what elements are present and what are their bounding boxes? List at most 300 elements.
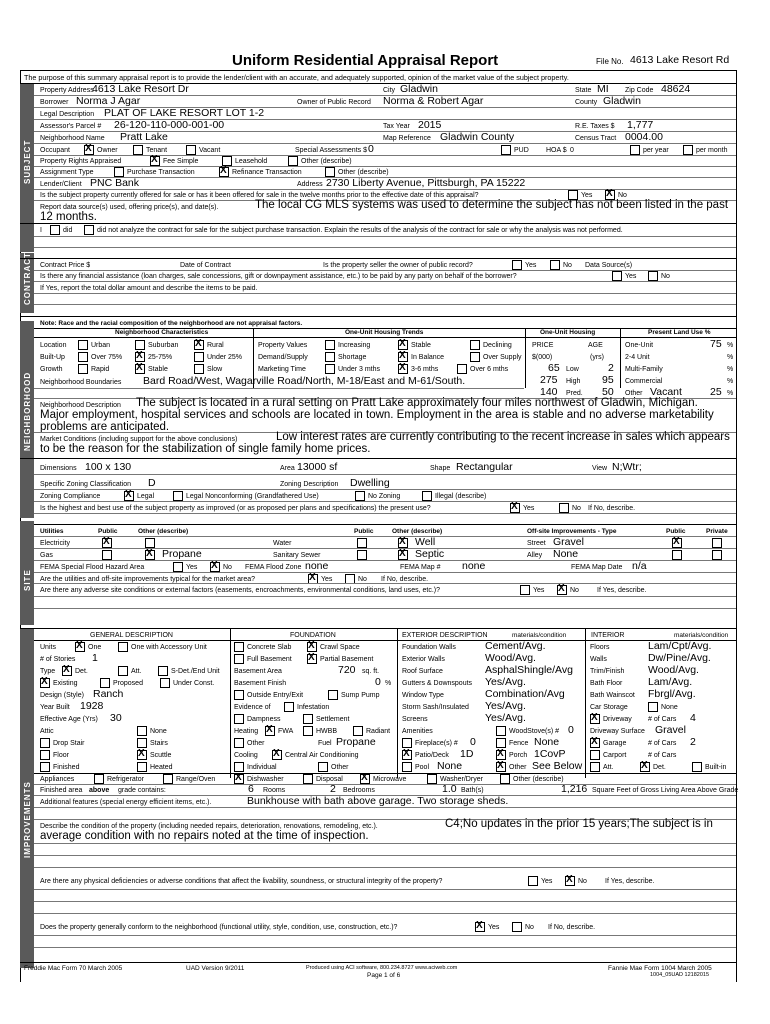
contract-data-source-label: Data Source(s) xyxy=(585,262,633,269)
street-label: Street xyxy=(527,540,546,547)
refinance-label: Refinance Transaction xyxy=(232,169,302,176)
adverse-no-label: No xyxy=(570,587,579,594)
garage-cars: 2 xyxy=(690,736,696,748)
no-zoning-checkbox[interactable] xyxy=(355,491,365,501)
units-one-checkbox[interactable] xyxy=(75,642,85,652)
zoning-illegal-checkbox[interactable] xyxy=(422,491,432,501)
typical-if-no: If No, describe. xyxy=(381,576,429,583)
assignment-label: Assignment Type xyxy=(40,169,94,176)
defic-no-label: No xyxy=(578,878,587,885)
water-public-checkbox[interactable] xyxy=(357,538,367,548)
found-walls: Cement/Avg. xyxy=(485,640,546,652)
water-label: Water xyxy=(273,540,292,547)
location-label: Location xyxy=(40,342,67,349)
underconst-checkbox[interactable] xyxy=(160,678,170,688)
seller-owner-question: Is the property seller the owner of public record? xyxy=(323,262,473,269)
type-label: Type xyxy=(40,668,56,675)
stairs-label: Stairs xyxy=(150,740,168,747)
gutters-label: Gutters & Downspouts xyxy=(402,680,473,687)
lender-label: Lender/Client xyxy=(40,181,82,188)
boundaries-label: Neighborhood Boundaries xyxy=(40,379,122,386)
marketing-time-label: Marketing Time xyxy=(258,366,306,373)
heating-label: Heating xyxy=(234,728,259,735)
declining-checkbox[interactable] xyxy=(470,340,480,350)
garage-det-label: Det. xyxy=(653,764,666,771)
rapid-checkbox[interactable] xyxy=(78,364,88,374)
electricity-public-checkbox[interactable] xyxy=(102,538,112,548)
conform-if-no: If No, describe. xyxy=(548,924,596,931)
hbu-if-no: If No, describe. xyxy=(588,505,636,512)
fireplace-label: Fireplace(s) # xyxy=(415,740,458,747)
heated-checkbox[interactable] xyxy=(137,762,147,772)
partial-basement-checkbox[interactable] xyxy=(307,654,317,664)
builtin-checkbox[interactable] xyxy=(692,762,702,772)
existing-checkbox[interactable] xyxy=(40,678,50,688)
amen-other-label: Other xyxy=(509,764,527,771)
borrower: Norma J Agar xyxy=(76,95,141,107)
gas-public-checkbox[interactable] xyxy=(102,550,112,560)
pred-label: Pred. xyxy=(566,390,583,397)
electricity-label: Electricity xyxy=(40,540,70,547)
file-no: 4613 Lake Resort Rd xyxy=(630,54,730,66)
one-unit-housing-header: One-Unit Housing xyxy=(540,329,596,336)
defic-if-yes: If Yes, describe. xyxy=(605,878,655,885)
under25-checkbox[interactable] xyxy=(194,352,204,362)
porch-checkbox[interactable] xyxy=(496,750,506,760)
refrigerator-checkbox[interactable] xyxy=(94,774,104,784)
defic-no-checkbox[interactable] xyxy=(565,876,575,886)
data-source-line-2: 12 months. xyxy=(40,211,97,223)
floors-label: Floors xyxy=(590,644,610,651)
hwbb-checkbox[interactable] xyxy=(303,726,313,736)
urban-checkbox[interactable] xyxy=(78,340,88,350)
bath-wainscot: Fbrgl/Avg. xyxy=(648,688,696,700)
data-source-line-1: The local CG MLS systems was used to determine the subject has not been listed in the past xyxy=(255,199,729,211)
woodstove-checkbox[interactable] xyxy=(496,726,506,736)
settlement-checkbox[interactable] xyxy=(303,714,313,724)
market-cond-label: Market Conditions (including support for the above conclusions) xyxy=(40,436,238,443)
per-year-label: per year xyxy=(643,147,669,154)
contract-did-label: did xyxy=(63,227,73,234)
patio: 1D xyxy=(460,748,474,760)
conform-no-label: No xyxy=(525,924,534,931)
driveway-checkbox[interactable] xyxy=(590,714,600,724)
individual-checkbox[interactable] xyxy=(234,762,244,772)
floor-label: Floor xyxy=(53,752,69,759)
hoa-label: HOA $ xyxy=(546,147,567,154)
appliances-label: Appliances xyxy=(40,776,75,783)
occupant-vacant-label: Vacant xyxy=(199,147,221,154)
gas-other-checkbox[interactable] xyxy=(145,550,155,560)
hbu-no-label: No xyxy=(572,505,581,512)
lender-address: 2730 Liberty Avenue, Pittsburgh, PA 15222 xyxy=(326,177,526,189)
nbhd-characteristics-header: Neighborhood Characteristics xyxy=(115,329,209,336)
private-header: Private xyxy=(706,528,728,535)
lu-24-label: 2-4 Unit xyxy=(625,354,650,361)
purchase-checkbox[interactable] xyxy=(114,167,124,177)
hbu-no-checkbox[interactable] xyxy=(559,503,569,513)
proposed-checkbox[interactable] xyxy=(100,678,110,688)
land-use-header: Present Land Use % xyxy=(648,329,711,336)
sewer-label: Sanitary Sewer xyxy=(273,552,321,559)
zoning-nonconf-checkbox[interactable] xyxy=(173,491,183,501)
scuttle-checkbox[interactable] xyxy=(137,750,147,760)
seller-yes-checkbox[interactable] xyxy=(512,260,522,270)
infestation-checkbox[interactable] xyxy=(284,702,294,712)
builtup-label: Built-Up xyxy=(40,354,65,361)
occupant-tenant-checkbox[interactable] xyxy=(133,145,143,155)
dishwasher-label: Dishwasher xyxy=(247,776,284,783)
lu-one-unit-label: One-Unit xyxy=(625,342,654,349)
units-acc-checkbox[interactable] xyxy=(118,642,128,652)
patio-checkbox[interactable] xyxy=(402,750,412,760)
m36-checkbox[interactable] xyxy=(398,364,408,374)
contract-date-label: Date of Contract xyxy=(180,262,231,269)
addl-features-label: Additional features (special energy efficient items, etc.). xyxy=(40,799,212,806)
pct-4: % xyxy=(727,378,734,385)
section-bar-subject: SUBJECT xyxy=(20,84,34,252)
view: N;Wtr; xyxy=(612,461,642,473)
under25-label: Under 25% xyxy=(207,354,243,361)
washer-checkbox[interactable] xyxy=(427,774,437,784)
under3-checkbox[interactable] xyxy=(325,364,335,374)
dishwasher-checkbox[interactable] xyxy=(234,774,244,784)
cooling-label: Cooling xyxy=(234,752,258,759)
occupant-tenant-label: Tenant xyxy=(146,147,168,154)
section-bar-improvements: IMPROVEMENTS xyxy=(20,628,34,968)
shortage-checkbox[interactable] xyxy=(325,352,335,362)
central-air-label: Central Air Conditioning xyxy=(285,752,359,759)
sump-pump-label: Sump Pump xyxy=(341,692,380,699)
over6-checkbox[interactable] xyxy=(457,364,467,374)
street-public-checkbox[interactable] xyxy=(672,538,682,548)
garage-att-checkbox[interactable] xyxy=(590,762,600,772)
finished-label: Finished xyxy=(53,764,80,771)
rooms: 6 xyxy=(248,783,254,795)
fema-yes-label: Yes xyxy=(186,564,198,571)
state-label: State xyxy=(575,87,592,94)
fema-map-date: n/a xyxy=(632,560,647,572)
lender: PNC Bank xyxy=(90,177,140,189)
heat-other-checkbox[interactable] xyxy=(234,738,244,748)
conform-question: Does the property generally conform to the neighborhood (functional utility, style, condition, use, construction, etc.)? xyxy=(40,924,398,931)
other-header-1: Other (describe) xyxy=(138,528,189,535)
disposal-label: Disposal xyxy=(316,776,343,783)
city-label: City xyxy=(383,87,396,94)
increasing-label: Increasing xyxy=(338,342,371,349)
property-address: 4613 Lake Resort Dr xyxy=(92,83,189,95)
fema-map-label: FEMA Map # xyxy=(400,564,441,571)
pool-checkbox[interactable] xyxy=(402,762,412,772)
lu-commercial-label: Commercial xyxy=(625,378,663,385)
high-age: 95 xyxy=(602,374,614,386)
census-tract-label: Census Tract xyxy=(575,135,617,142)
fee-simple-label: Fee Simple xyxy=(163,158,199,165)
flood-zone-label: FEMA Flood Zone xyxy=(245,564,302,571)
found-walls-label: Foundation Walls xyxy=(402,644,456,651)
rights-other-checkbox[interactable] xyxy=(288,156,298,166)
adverse-no-checkbox[interactable] xyxy=(557,585,567,595)
fwa-label: FWA xyxy=(278,728,294,735)
type-det-label: Det. xyxy=(75,668,88,675)
defic-yes-checkbox[interactable] xyxy=(528,876,538,886)
for-sale-question: Is the subject property currently offered for sale or has it been offered for sale in the twelve months prior to the effective date of this appraisal? xyxy=(40,192,479,199)
slow-label: Slow xyxy=(207,366,223,373)
contract-did-not-checkbox[interactable] xyxy=(84,225,94,235)
eff-age: 30 xyxy=(110,712,122,724)
assist-no-label: No xyxy=(661,273,670,280)
rural-label: Rural xyxy=(207,342,224,349)
amenities-label: Amenities xyxy=(402,728,433,735)
suburban-checkbox[interactable] xyxy=(135,340,145,350)
lu-other-label: Other xyxy=(625,390,643,397)
shape: Rectangular xyxy=(456,461,513,473)
year-built-label: Year Built xyxy=(40,704,70,711)
per-year-checkbox[interactable] xyxy=(630,145,640,155)
footer-form-id: 1004_05UAD 12182015 xyxy=(650,972,710,978)
outside-entry-checkbox[interactable] xyxy=(234,690,244,700)
housing-trends-header: One-Unit Housing Trends xyxy=(345,329,424,336)
cool-other-checkbox[interactable] xyxy=(318,762,328,772)
zoning-nonconf-label: Legal Nonconforming (Grandfathered Use) xyxy=(186,493,319,500)
state: MI xyxy=(597,83,609,95)
growth-stable-checkbox[interactable] xyxy=(135,364,145,374)
infestation-label: Infestation xyxy=(297,704,330,711)
data-source-label: Report data source(s) used, offering price(s), and date(s). xyxy=(40,204,219,211)
over6-label: Over 6 mths xyxy=(470,366,509,373)
storm-label: Storm Sash/Insulated xyxy=(402,704,469,711)
fee-simple-checkbox[interactable] xyxy=(150,156,160,166)
for-sale-yes-label: Yes xyxy=(581,192,593,199)
crawl-space-checkbox[interactable] xyxy=(307,642,317,652)
electricity-other-checkbox[interactable] xyxy=(145,538,155,548)
area-label: Area xyxy=(280,465,295,472)
urban-label: Urban xyxy=(91,342,111,349)
garage-checkbox[interactable] xyxy=(590,738,600,748)
zoning-legal-label: Legal xyxy=(137,493,155,500)
fema-hazard-label: FEMA Special Flood Hazard Area xyxy=(40,564,145,571)
per-month-checkbox[interactable] xyxy=(683,145,693,155)
hbu-question: Is the highest and best use of the subject property as improved (or as proposed per plans and specifications) the present use? xyxy=(40,505,431,512)
street: Gravel xyxy=(553,536,584,548)
sewer-public-checkbox[interactable] xyxy=(357,550,367,560)
design-label: Design (Style) xyxy=(40,692,84,699)
public-header-2: Public xyxy=(354,528,374,535)
assist-yes-label: Yes xyxy=(625,273,637,280)
amen-other-checkbox[interactable] xyxy=(496,762,506,772)
design: Ranch xyxy=(93,688,124,700)
concrete-slab-label: Concrete Slab xyxy=(247,644,292,651)
hbu-yes-checkbox[interactable] xyxy=(510,503,520,513)
nbhd-desc-label: Neighborhood Description xyxy=(40,402,121,409)
values-stable-checkbox[interactable] xyxy=(398,340,408,350)
bedrooms-label: Bedrooms xyxy=(343,787,375,794)
dropstair-checkbox[interactable] xyxy=(40,738,50,748)
county-label: County xyxy=(575,99,598,106)
area: 13000 sf xyxy=(297,461,338,473)
fwa-checkbox[interactable] xyxy=(265,726,275,736)
special-assess: 0 xyxy=(368,143,374,155)
public-header-3: Public xyxy=(666,528,686,535)
bath-floor-label: Bath Floor xyxy=(590,680,623,687)
sump-pump-checkbox[interactable] xyxy=(328,690,338,700)
conform-yes-checkbox[interactable] xyxy=(475,922,485,932)
alley-private-checkbox[interactable] xyxy=(712,550,722,560)
basement-area-label: Basement Area xyxy=(234,668,282,675)
purchase-label: Purchase Transaction xyxy=(127,169,195,176)
washer-label: Washer/Dryer xyxy=(440,776,483,783)
sewer-other-checkbox[interactable] xyxy=(398,550,408,560)
assist-no-checkbox[interactable] xyxy=(648,271,658,281)
borrower-label: Borrower xyxy=(40,99,69,106)
footer-produced: Produced using ACI software, 800.234.8727 www.aciweb.com xyxy=(306,965,458,971)
conform-no-checkbox[interactable] xyxy=(512,922,522,932)
garage-det-checkbox[interactable] xyxy=(640,762,650,772)
section-bar-contract: CONTRACT xyxy=(20,253,34,313)
zoning-legal-checkbox[interactable] xyxy=(124,491,134,501)
fence-label: Fence xyxy=(509,740,529,747)
occupant-owner-checkbox[interactable] xyxy=(84,145,94,155)
dampness-checkbox[interactable] xyxy=(234,714,244,724)
growth-label: Growth xyxy=(40,366,63,373)
market-cond-line-2: to be the reason for the stabilization of single family home prices. xyxy=(40,443,371,455)
rapid-label: Rapid xyxy=(91,366,110,373)
driveway-surface-label: Driveway Surface xyxy=(590,728,645,735)
attic-none-checkbox[interactable] xyxy=(137,726,147,736)
assign-other-checkbox[interactable] xyxy=(325,167,335,177)
fireplace-checkbox[interactable] xyxy=(402,738,412,748)
ext-walls-label: Exterior Walls xyxy=(402,656,445,663)
typical-question: Are the utilities and off-site improvements typical for the market area? xyxy=(40,576,256,583)
increasing-checkbox[interactable] xyxy=(325,340,335,350)
market-cond-line-1: Low interest rates are currently contributing to the recent increase in sales which appears xyxy=(276,431,730,443)
builtin-label: Built-in xyxy=(705,764,727,771)
exterior-header: EXTERIOR DESCRIPTION xyxy=(402,632,488,639)
type-sdet-checkbox[interactable] xyxy=(158,666,168,676)
re-taxes: 1,777 xyxy=(627,119,654,131)
type-att-checkbox[interactable] xyxy=(118,666,128,676)
full-basement-checkbox[interactable] xyxy=(234,654,244,664)
central-air-checkbox[interactable] xyxy=(272,750,282,760)
water-other-checkbox[interactable] xyxy=(398,538,408,548)
fema-no-checkbox[interactable] xyxy=(210,562,220,572)
lu-multi-label: Multi-Family xyxy=(625,366,663,373)
other-header-2: Other (describe) xyxy=(392,528,443,535)
rights-label: Property Rights Appraised xyxy=(40,158,122,165)
underconst-label: Under Const. xyxy=(173,680,215,687)
fema-yes-checkbox[interactable] xyxy=(173,562,183,572)
over-supply-label: Over Supply xyxy=(483,354,522,361)
price-header: PRICE xyxy=(532,342,554,349)
footer-page: Page 1 of 6 xyxy=(367,972,401,979)
type-det-checkbox[interactable] xyxy=(62,666,72,676)
legal-desc-label: Legal Description xyxy=(40,111,95,118)
driveway-surface: Gravel xyxy=(655,724,686,736)
slow-checkbox[interactable] xyxy=(194,364,204,374)
range-checkbox[interactable] xyxy=(163,774,173,784)
driveway-cars-label: # of Cars xyxy=(648,716,677,723)
disposal-checkbox[interactable] xyxy=(303,774,313,784)
census-tract: 0004.00 xyxy=(625,131,663,143)
nbhd-desc-line-3: problems are anticipated. xyxy=(40,421,170,433)
basement-finish-label: Basement Finish xyxy=(234,680,287,687)
walls: Dw/Pine/Avg. xyxy=(648,652,711,664)
contract-price-label: Contract Price $ xyxy=(40,262,91,269)
interior-header: INTERIOR xyxy=(591,632,625,639)
basement-area: 720 xyxy=(338,664,356,676)
over75-checkbox[interactable] xyxy=(78,352,88,362)
fence-checkbox[interactable] xyxy=(496,738,506,748)
appl-other-checkbox[interactable] xyxy=(500,774,510,784)
car-none-checkbox[interactable] xyxy=(648,702,658,712)
owner-label: Owner of Public Record xyxy=(297,99,371,106)
assign-other-label: Other (describe) xyxy=(338,169,389,176)
fence: None xyxy=(534,736,560,748)
in-balance-checkbox[interactable] xyxy=(398,352,408,362)
carport-checkbox[interactable] xyxy=(590,750,600,760)
assist-yes-checkbox[interactable] xyxy=(612,271,622,281)
baths-label: Bath(s) xyxy=(461,787,484,794)
radiant-checkbox[interactable] xyxy=(353,726,363,736)
utilities-header: Utilities xyxy=(40,528,64,535)
p2575-checkbox[interactable] xyxy=(135,352,145,362)
occupant-vacant-checkbox[interactable] xyxy=(186,145,196,155)
woodstove: 0 xyxy=(568,724,574,736)
fireplace: 0 xyxy=(470,736,476,748)
zoning-illegal-label: Illegal (describe) xyxy=(435,493,487,500)
nbhd-desc-line-2: Major employment, hospital services and schools are located in town. Employment in the area is stable and no adverse marketability xyxy=(40,409,714,421)
pud-checkbox[interactable] xyxy=(501,145,511,155)
hbu-yes-label: Yes xyxy=(523,505,535,512)
floor-checkbox[interactable] xyxy=(40,750,50,760)
adverse-yes-checkbox[interactable] xyxy=(520,585,530,595)
seller-no-checkbox[interactable] xyxy=(550,260,560,270)
contract-did-checkbox[interactable] xyxy=(50,225,60,235)
alley: None xyxy=(553,548,579,560)
assist-note: If Yes, report the total dollar amount and describe the items to be paid. xyxy=(40,285,258,292)
finished-checkbox[interactable] xyxy=(40,762,50,772)
section-bar-site: SITE xyxy=(20,521,34,625)
storm: Yes/Avg. xyxy=(485,700,526,712)
for-sale-no-label: No xyxy=(618,192,627,199)
tax-year-label: Tax Year xyxy=(383,123,410,130)
microwave-checkbox[interactable] xyxy=(360,774,370,784)
concrete-slab-checkbox[interactable] xyxy=(234,642,244,652)
roof-label: Roof Surface xyxy=(402,668,443,675)
microwave-label: Microwave xyxy=(373,776,407,783)
re-taxes-label: R.E. Taxes $ xyxy=(575,123,615,130)
gas-label: Gas xyxy=(40,552,53,559)
outside-entry-label: Outside Entry/Exit xyxy=(247,692,304,699)
attic-none-label: None xyxy=(150,728,167,735)
refinance-checkbox[interactable] xyxy=(219,167,229,177)
defic-yes-label: Yes xyxy=(541,878,553,885)
int-matcond-header: materials/condition xyxy=(674,632,729,639)
sewer-other: Septic xyxy=(415,548,445,560)
above-label: above xyxy=(89,787,110,794)
pct-5: % xyxy=(727,390,734,397)
condition-label: Describe the condition of the property (including needed repairs, deterioration, renovations, remodeling, etc.). xyxy=(40,823,378,830)
rural-checkbox[interactable] xyxy=(194,340,204,350)
street-private-checkbox[interactable] xyxy=(712,538,722,548)
over-supply-checkbox[interactable] xyxy=(470,352,480,362)
zoning-class-label: Specific Zoning Classification xyxy=(40,481,132,488)
zip: 48624 xyxy=(661,83,691,95)
dimensions: 100 x 130 xyxy=(85,461,132,473)
alley-public-checkbox[interactable] xyxy=(672,550,682,560)
neighborhood-name-label: Neighborhood Name xyxy=(40,135,105,142)
stairs-checkbox[interactable] xyxy=(137,738,147,748)
